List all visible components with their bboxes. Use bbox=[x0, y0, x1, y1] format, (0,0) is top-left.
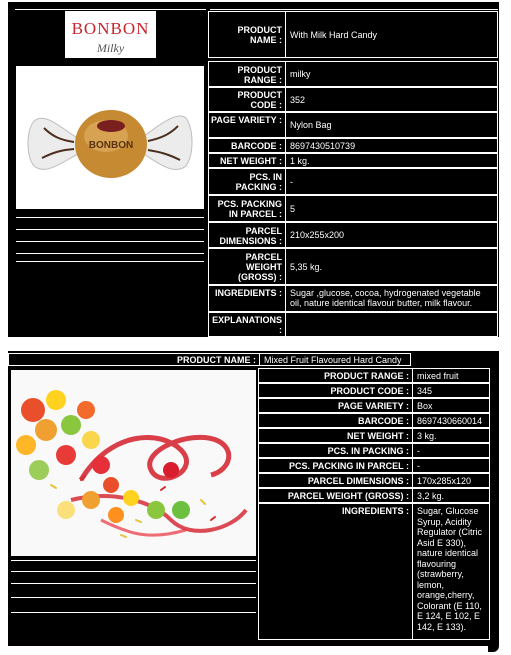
value-pcs-in-packing-2: - bbox=[412, 443, 490, 458]
label-ingredients: INGREDIENTS : bbox=[208, 285, 286, 312]
divider bbox=[11, 583, 256, 584]
value-explanations bbox=[285, 312, 498, 337]
label-pcs-packing-in-parcel: PCS. PACKING IN PARCEL : bbox=[208, 195, 286, 222]
logo-brand-text: BONBON bbox=[71, 19, 150, 38]
value-parcel-dimensions: 210x255x200 bbox=[285, 222, 498, 248]
label-product-code-2: PRODUCT CODE : bbox=[258, 383, 413, 398]
wrapper-brand-text: BONBON bbox=[88, 140, 134, 151]
value-ingredients-2: Sugar, Glucose Syrup, Acidity Regulator (Citric Asid E 330), nature identical flavouring (strawberry, lemon, orange,cherry, Colorant (E 110, E 124, E 102, E 142, E 133). bbox=[412, 503, 490, 640]
divider bbox=[16, 261, 204, 262]
label-net-weight-2: NET WEIGHT : bbox=[258, 428, 413, 443]
value-product-code-2: 345 bbox=[412, 383, 490, 398]
divider bbox=[11, 612, 256, 613]
label-product-code: PRODUCT CODE : bbox=[208, 87, 286, 112]
divider bbox=[210, 9, 498, 10]
value-net-weight-2: 3 kg. bbox=[412, 428, 490, 443]
value-product-name-2: Mixed Fruit Flavoured Hard Candy bbox=[259, 353, 411, 366]
value-parcel-weight-gross-2: 3,2 kg. bbox=[412, 488, 490, 503]
label-parcel-dimensions-2: PARCEL DIMENSIONS : bbox=[258, 473, 413, 488]
label-pcs-in-packing-2: PCS. IN PACKING : bbox=[258, 443, 413, 458]
label-product-range: PRODUCT RANGE : bbox=[208, 61, 286, 87]
label-explanations: EXPLANATIONS : bbox=[208, 312, 286, 337]
label-ingredients-2: INGREDIENTS : bbox=[258, 503, 413, 640]
value-product-range-2: mixed fruit bbox=[412, 368, 490, 383]
card-tab bbox=[410, 351, 499, 363]
label-pcs-in-packing: PCS. IN PACKING : bbox=[208, 168, 286, 195]
divider bbox=[11, 597, 256, 598]
candy-picture-2 bbox=[11, 370, 256, 556]
value-page-variety: Nylon Bag bbox=[285, 112, 498, 138]
value-barcode-2: 8697430660014 bbox=[412, 413, 490, 428]
value-product-name: With Milk Hard Candy bbox=[285, 11, 498, 58]
value-net-weight: 1 kg. bbox=[285, 153, 498, 168]
value-pcs-in-packing: - bbox=[285, 168, 498, 195]
divider bbox=[11, 560, 256, 561]
label-product-range-2: PRODUCT RANGE : bbox=[258, 368, 413, 383]
label-product-name: PRODUCT NAME : bbox=[208, 11, 286, 58]
value-pcs-packing-in-parcel-2: - bbox=[412, 458, 490, 473]
logo-sub-text: Milky bbox=[96, 41, 125, 55]
product-image-2 bbox=[11, 370, 256, 556]
label-page-variety: PAGE VARIETY : bbox=[208, 112, 286, 138]
divider bbox=[16, 253, 204, 254]
label-parcel-dimensions: PARCEL DIMENSIONS : bbox=[208, 222, 286, 248]
value-barcode: 8697430510739 bbox=[285, 138, 498, 153]
divider bbox=[11, 571, 256, 572]
value-parcel-weight-gross: 5,35 kg. bbox=[285, 248, 498, 285]
value-parcel-dimensions-2: 170x285x120 bbox=[412, 473, 490, 488]
value-product-code: 352 bbox=[285, 87, 498, 112]
product-image bbox=[16, 66, 204, 209]
divider bbox=[16, 241, 204, 242]
brand-logo bbox=[65, 11, 156, 58]
label-product-name-2: PRODUCT NAME : bbox=[8, 353, 260, 366]
value-pcs-packing-in-parcel: 5 bbox=[285, 195, 498, 222]
card-scroll-corner bbox=[488, 638, 499, 652]
divider bbox=[16, 229, 204, 230]
label-page-variety-2: PAGE VARIETY : bbox=[258, 398, 413, 413]
divider bbox=[16, 217, 204, 218]
label-parcel-weight-gross-2: PARCEL WEIGHT (GROSS) : bbox=[258, 488, 413, 503]
divider bbox=[15, 9, 206, 10]
candy-picture bbox=[16, 66, 204, 209]
label-barcode-2: BARCODE : bbox=[258, 413, 413, 428]
value-page-variety-2: Box bbox=[412, 398, 490, 413]
label-parcel-weight-gross: PARCEL WEIGHT (GROSS) : bbox=[208, 248, 286, 285]
label-net-weight: NET WEIGHT : bbox=[208, 153, 286, 168]
label-pcs-packing-in-parcel-2: PCS. PACKING IN PARCEL : bbox=[258, 458, 413, 473]
value-ingredients: Sugar ,glucose, cocoa, hydrogenated vegetable oil, nature identical flavour butter, milk flavour. bbox=[285, 285, 498, 312]
value-product-range: milky bbox=[285, 61, 498, 87]
label-barcode: BARCODE : bbox=[208, 138, 286, 153]
